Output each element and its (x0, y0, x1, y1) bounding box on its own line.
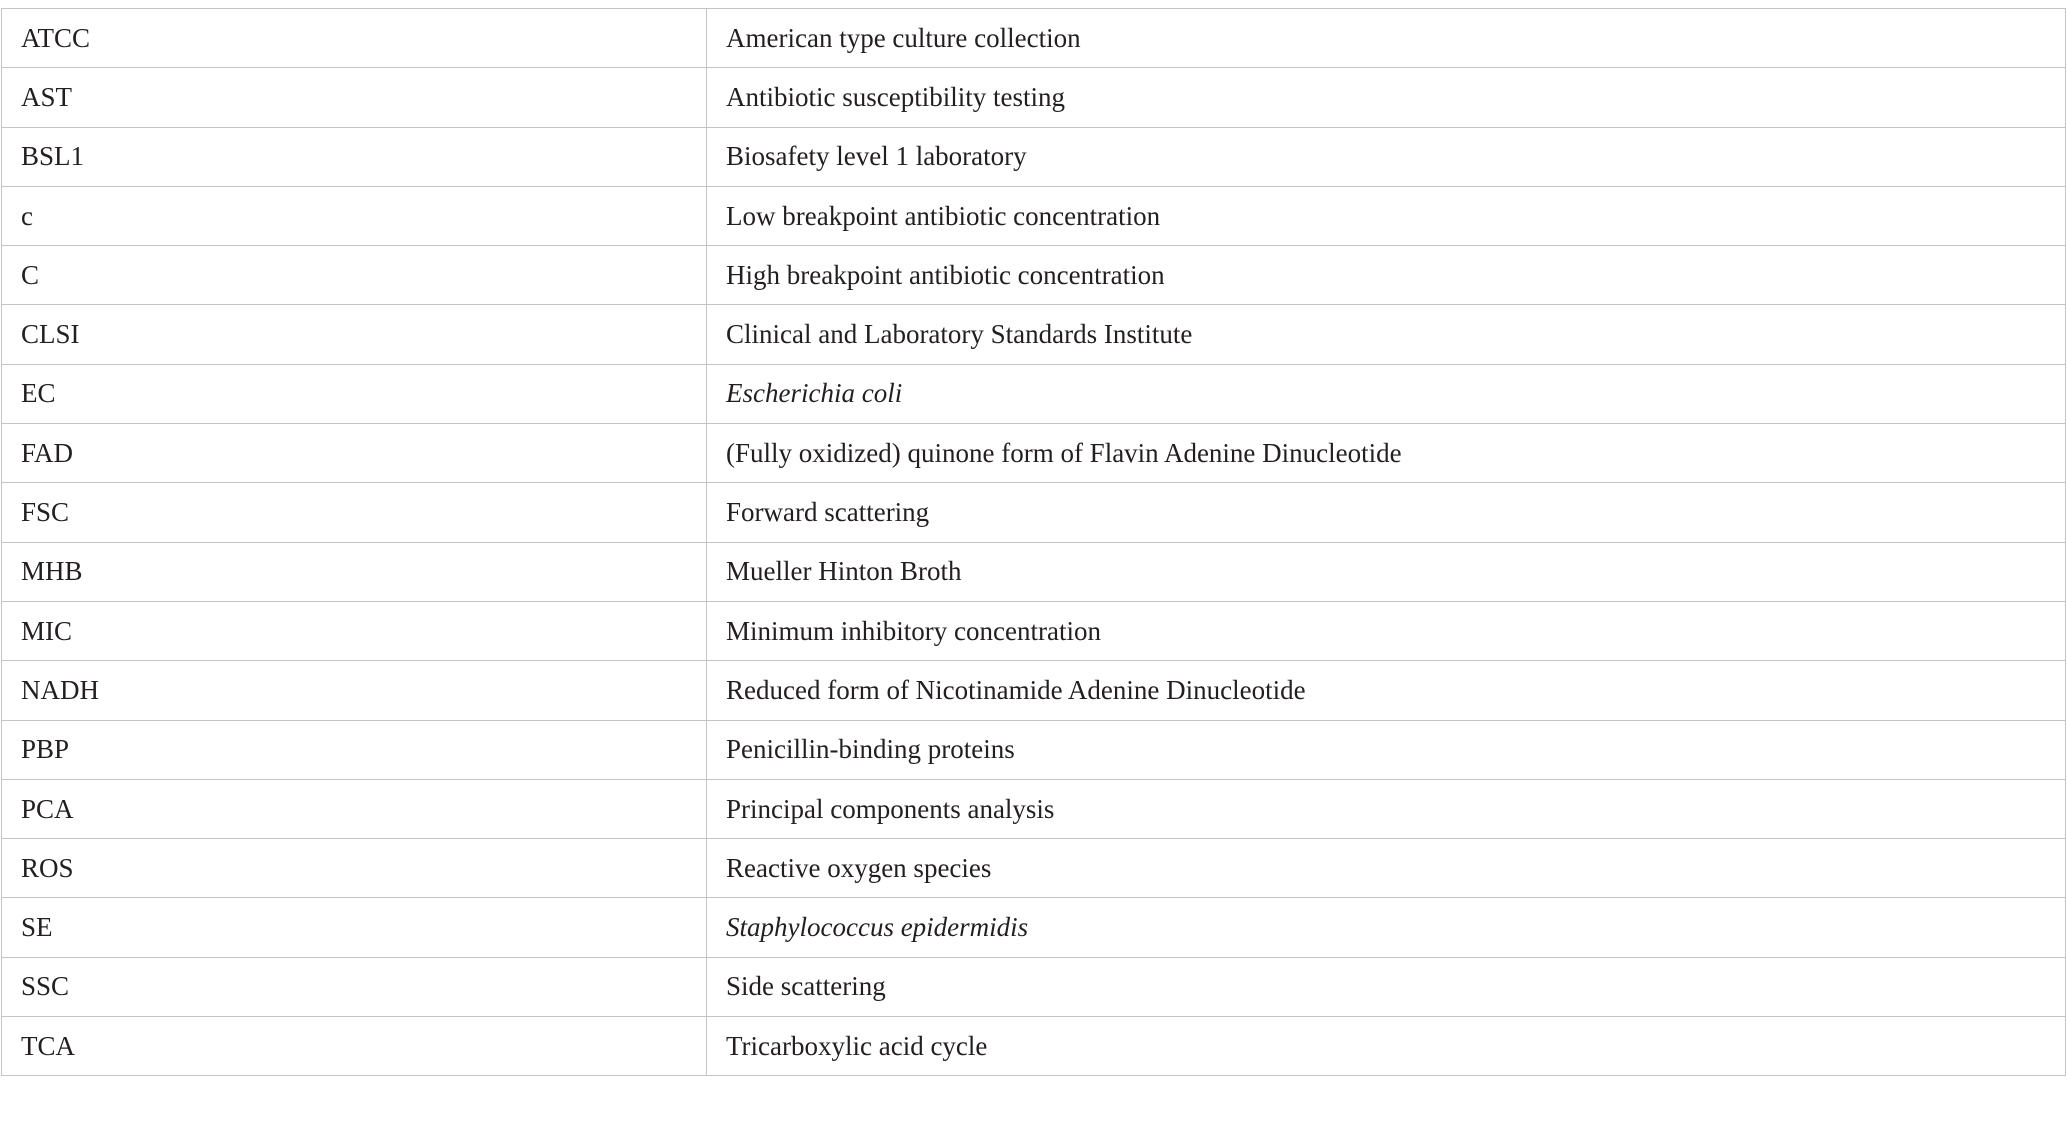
definition-cell: Antibiotic susceptibility testing (707, 68, 2066, 127)
definition-cell: Side scattering (707, 957, 2066, 1016)
definition-cell: Reduced form of Nicotinamide Adenine Dinucleotide (707, 661, 2066, 720)
definition-cell: Escherichia coli (707, 364, 2066, 423)
definition-cell: Staphylococcus epidermidis (707, 898, 2066, 957)
table-row (2, 661, 2066, 720)
abbreviation-cell: MHB (2, 542, 707, 601)
table-row (2, 68, 2066, 127)
definition-cell: Minimum inhibitory concentration (707, 601, 2066, 660)
table-row (2, 779, 2066, 838)
table-row (2, 957, 2066, 1016)
abbreviation-cell: SE (2, 898, 707, 957)
definition-cell: Tricarboxylic acid cycle (707, 1017, 2066, 1076)
abbreviation-cell: C (2, 246, 707, 305)
definition-cell: Mueller Hinton Broth (707, 542, 2066, 601)
table-row (2, 305, 2066, 364)
abbreviation-cell: PCA (2, 779, 707, 838)
abbreviation-cell: CLSI (2, 305, 707, 364)
table-row (2, 542, 2066, 601)
table-row (2, 839, 2066, 898)
definition-cell: Principal components analysis (707, 779, 2066, 838)
table-row (2, 424, 2066, 483)
abbreviation-cell: EC (2, 364, 707, 423)
table-row (2, 720, 2066, 779)
abbreviations-table-body (2, 9, 2066, 1076)
abbreviation-cell: TCA (2, 1017, 707, 1076)
abbreviation-cell: FAD (2, 424, 707, 483)
definition-cell: Biosafety level 1 laboratory (707, 127, 2066, 186)
definition-cell: (Fully oxidized) quinone form of Flavin Adenine Dinucleotide (707, 424, 2066, 483)
table-row (2, 246, 2066, 305)
definition-cell: American type culture collection (707, 9, 2066, 68)
table-row (2, 186, 2066, 245)
abbreviations-table (1, 8, 2066, 1076)
abbreviation-cell: ATCC (2, 9, 707, 68)
abbreviation-cell: FSC (2, 483, 707, 542)
abbreviation-cell: MIC (2, 601, 707, 660)
abbreviation-cell: SSC (2, 957, 707, 1016)
table-row (2, 127, 2066, 186)
abbreviation-cell: NADH (2, 661, 707, 720)
definition-cell: Low breakpoint antibiotic concentration (707, 186, 2066, 245)
abbreviation-cell: BSL1 (2, 127, 707, 186)
table-row (2, 601, 2066, 660)
definition-cell: Reactive oxygen species (707, 839, 2066, 898)
definition-cell: Penicillin-binding proteins (707, 720, 2066, 779)
definition-cell: High breakpoint antibiotic concentration (707, 246, 2066, 305)
definition-cell: Clinical and Laboratory Standards Institute (707, 305, 2066, 364)
table-row (2, 364, 2066, 423)
abbreviation-cell: ROS (2, 839, 707, 898)
table-row (2, 483, 2066, 542)
table-row (2, 9, 2066, 68)
abbreviation-cell: c (2, 186, 707, 245)
definition-cell: Forward scattering (707, 483, 2066, 542)
table-row (2, 898, 2066, 957)
table-row (2, 1017, 2066, 1076)
abbreviation-cell: PBP (2, 720, 707, 779)
abbreviation-cell: AST (2, 68, 707, 127)
